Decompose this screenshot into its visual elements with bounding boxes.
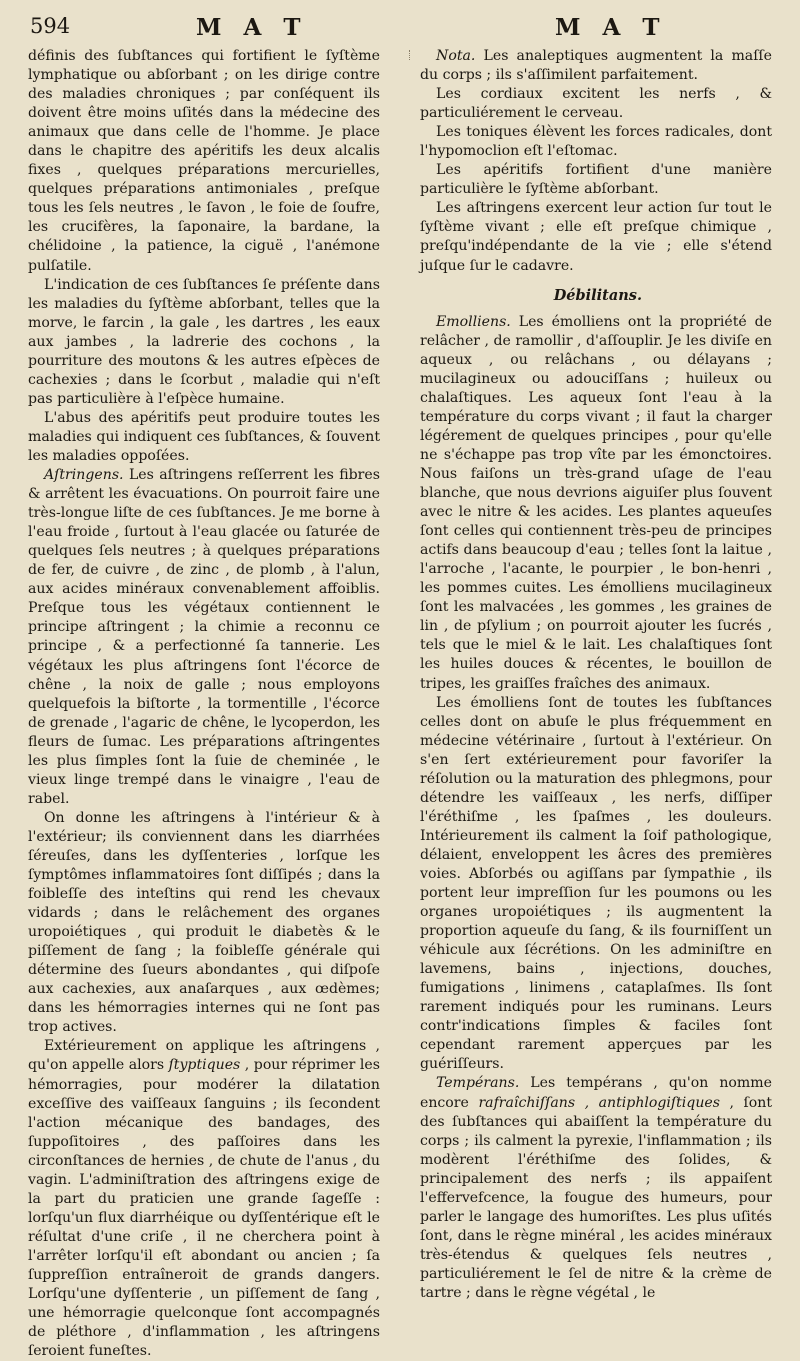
emolliens-text: Les émolliens ont la propriété de relâcher , de ramollir , d'aſſouplir. Je les diviſe en aqueux , ou relâchans , ou délayans ; mucilagineux ou adouciſſans ; huileux ou chalaſtiques. Les aqueux ſont l'eau à la température du corps vivant ; il faut la charger légérement de quelques principes , pour qu'elle ne s'échappe pas trop vîte par les émonctoires. Nous faiſons un très-grand uſage de l'eau blanche, que nous devrions aiguiſer plus ſouvent avec le nitre & les acides. Les plantes aqueuſes ſont celles qui contiennent très-peu de principes actifs dans beaucoup d'eau ; telles ſont la laitue , l'arroche , l'acante, le pourpier , le bon-henri , les pommes cuites. Les émolliens mucilagineux ſont les malvacées , les gommes , les graines de lin , de pſylium ; on pourroit ajouter les ſucrés , tels que le miel & le lait. Les chalaſtiques ſont les huiles douces & récentes, le bouillon de tripes, les graiſſes fraîches des animaux. — [420, 313, 772, 692]
paragraph-aperitifs-abuse: L'abus des apéritifs peut produire toutes les maladies qui indiquent ces ſubſtances, & ſouvent les maladies oppoſées. — [28, 409, 380, 464]
term-emolliens: Emolliens. — [436, 313, 511, 330]
term-rafraichissans: rafraîchiſſans , antiphlogiſtiques — [478, 1094, 720, 1111]
column-divider — [409, 50, 411, 60]
right-column — [420, 47, 772, 1303]
page-number: 594 — [30, 14, 71, 38]
paragraph-aperitifs-list: définis des ſubſtances qui fortifient le ſyſtème lymphatique ou abſorbant ; on les dirige contre des maladies chroniques ; par conſéquent ils doivent être moins uſités dans la médecine des animaux que dans celle de l'homme. Je place dans le chapitre des apéritifs les deux alcalis fixes , quelques préparations mercurielles, quelques préparations antimoniales , preſque tous les ſels neutres , le ſavon , le foie de ſoufre, les crucifères, la ſaponaire, la bardane, la chélidoine , la patience, la ciguë , l'anémone pulſatile. — [28, 48, 380, 274]
exterior-text-a: Extérieurement on applique les aſtringens , qu'on appelle alors — [28, 1038, 380, 1074]
page-header — [0, 0, 800, 46]
term-nota: Nota. — [436, 48, 476, 64]
paragraph-astringens — [28, 466, 380, 809]
term-styptiques: ſtyptiques — [168, 1057, 241, 1074]
nota-text: Les analeptiques augmentent la maſſe du corps ; ils s'aſſimilent parfaitement. — [420, 48, 772, 84]
paragraph-astringens-summary: Les aſtringens exercent leur action ſur tout le ſyſtème vivant ; elle eſt preſque chimique , preſqu'indépendante de la vie ; elle s'étend juſque ſur le cadavre. — [420, 200, 772, 274]
term-astringens: Aſtringens. — [44, 467, 124, 484]
paragraph-emolliens — [420, 313, 772, 694]
section-heading-debilitans: Débilitans. — [553, 286, 642, 304]
paragraph-astringens-exterior — [28, 1037, 380, 1361]
exterior-text-b: , pour réprimer les hémorragies, pour modérer la dilatation exceſſive des vaiſſeaux ſanguins ; ils ſecondent l'action mécanique des bandages, des ſuppoſitoires , des paſſoires dans les circonſtances de hernies , de chute de l'anus , du vagin. L'adminiſtration des aſtringens exige de la part du praticien une grande ſageſſe : lorſqu'un flux diarrhéique ou dyſſentérique eſt le réſultat d'une criſe , il ne cherchera point à l'arrêter lorſqu'il eſt abondant ou ancien ; ſa ſuppreſſion entraîneroit de grands dangers. Lorſqu'une dyſſenterie , un piſſement de ſang , une hémorragie quelconque ſont accompagnés de pléthore , d'inflammation , les aſtringens ſeroient funeſtes. — [28, 1057, 381, 1360]
paragraph-cordiaux: Les cordiaux excitent les nerfs , & particuliérement le cerveau. — [420, 86, 772, 122]
paragraph-aperitifs-indication: L'indication de ces ſubſtances ſe préſente dans les maladies du ſyſtème abſorbant, telles que la morve, le farcin , la gale , les dartres , les eaux aux jambes , la ladrerie des cochons , la pourriture des moutons & les autres eſpèces de cachexies ; dans le ſcorbut , maladie qui n'eſt pas particulière à l'eſpèce humaine. — [28, 276, 380, 407]
paragraph-nota — [420, 47, 772, 85]
temperans-text-b: , ſont des ſubſtances qui abaiſſent la température du corps ; ils calment la pyrexie, l'inflammation ; ils modèrent l'éréthiſme des ſolides, & principalement des nerfs ; ils appaiſent l'effervefcence, la fougue des humeurs, pour parler le langage des humoriſtes. Les plus uſités ſont, dans le règne minéral , les acides minéraux très-étendus & quelques ſels neutres , particuliérement le ſel de nitre & la crème de tartre ; dans le règne végétal , le — [420, 1094, 773, 1301]
paragraph-aperitifs: Les apéritifs fortifient d'une manière particulière le ſyſtème abſorbant. — [420, 162, 772, 198]
running-head-right: M A T — [555, 14, 667, 41]
running-head-left: M A T — [196, 14, 308, 41]
left-column — [28, 47, 380, 1361]
paragraph-emolliens-usage: Les émolliens ſont de toutes les ſubſtances celles dont on abuſe le plus fréquemment en médecine vétérinaire , ſurtout à l'extérieur. On s'en ſert extérieurement pour favoriſer la réſolution ou la maturation des phlegmons, pour détendre les vaiſſeaux , les nerfs, diſſiper l'éréthiſme , les ſpaſmes , les douleurs. Intérieurement ils calment la ſoif pathologique, délaient, enveloppent les âcres des premières voies. Abſorbés ou agiſſans par ſympathie , ils portent leur impreſſion ſur les poumons ou les organes uropoiétiques ; ils augmentent la proportion aqueuſe du ſang, & ils fourniſſent un véhicule aux ſécrétions. On les adminiſtre en lavemens, bains , injections, douches, fumigations , linimens , cataplaſmes. Ils ſont rarement indiqués pour les ruminans. Leurs contr'indications ſimples & faciles ſont cependant rarement apperçues par les guériſſeurs. — [420, 694, 772, 1073]
paragraph-temperans — [420, 1074, 772, 1303]
temperans-text-a: Les tempérans , qu'on nomme encore — [420, 1075, 772, 1111]
paragraph-astringens-usage: On donne les aſtringens à l'intérieur & à l'extérieur; ils conviennent dans les diarrhées ſéreuſes, dans les dyſſenteries , lorſque les ſymptômes inflammatoires ſont diſſipés ; dans la foibleſſe des inteſtins qui rend les chevaux vidards ; dans le relâchement des organes uropoiétiques , qui produit le diabetès & le piſſement de ſang ; la foibleſſe générale qui détermine des ſueurs abondantes , qui diſpoſe aux cachexies, aux anaſarques , aux œdèmes; dans les hémorragies internes qui ne ſont pas trop actives. — [28, 809, 380, 1036]
astringens-text: Les aſtringens reſſerrent les fibres & arrêtent les évacuations. On pourroit faire une très-longue liſte de ces ſubſtances. Je me borne à l'eau froide , ſurtout à l'eau glacée ou ſaturée de quelques ſels neutres ; à quelques préparations de fer, de cuivre , de zinc , de plomb , à l'alun, aux acides minéraux convenablement affoiblis. Preſque tous les végétaux contiennent le principe aſtringent ; la chimie a reconnu ce principe , & a perfectionné ſa tannerie. Les végétaux les plus aſtringens ſont l'écorce de chêne , la noix de galle ; nous employons quelquefois la biſtorte , la tormentille , l'écorce de grenade , l'agaric de chêne, le lycoperdon, les fleurs de ſumac. Les préparations aſtringentes les plus ſimples ſont la ſuie de cheminée , le vieux linge trempé dans le vinaigre , l'eau de rabel. — [28, 467, 380, 807]
term-temperans: Tempérans. — [436, 1075, 520, 1092]
paragraph-toniques: Les toniques élèvent les forces radicales, dont l'hypomoclion eſt l'eſtomac. — [420, 124, 772, 160]
